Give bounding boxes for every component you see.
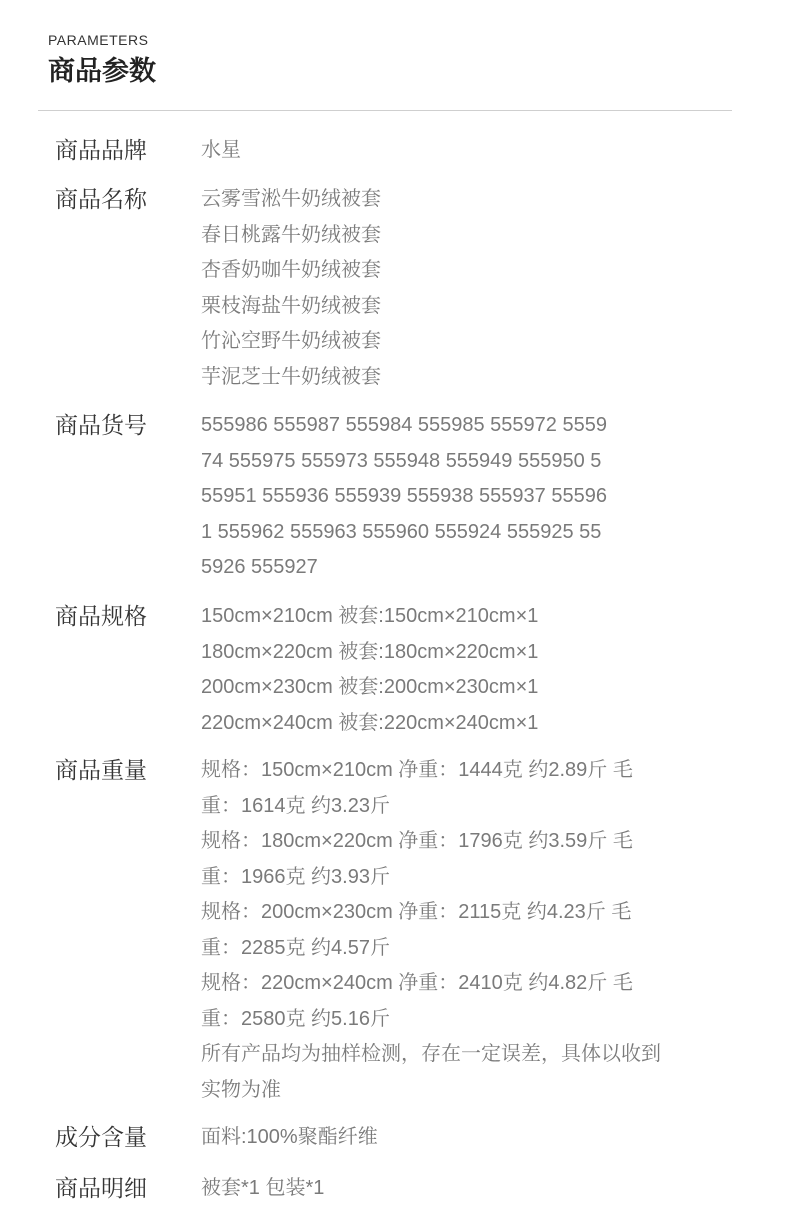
param-value-line: 5926 555927 — [201, 556, 318, 578]
param-value — [201, 182, 695, 395]
param-value-line: 重：1614克 约3.23斤 — [201, 794, 390, 817]
param-value-line: 重：1966克 约3.93斤 — [201, 865, 390, 888]
param-value — [201, 599, 695, 741]
param-value-line: 重：2285克 约4.57斤 — [201, 936, 390, 959]
param-value-line: 1 555962 555963 555960 555924 555925 55 — [201, 520, 602, 543]
param-value-line: 150cm×210cm 被套:150cm×210cm×1 — [201, 605, 539, 627]
param-label: 商品货号 — [55, 413, 147, 439]
section-title-en: PARAMETERS — [48, 32, 149, 48]
param-value-line: 春日桃露牛奶绒被套 — [201, 223, 381, 246]
param-value-line: 规格：220cm×240cm 净重：2410克 约4.82斤 毛 — [201, 972, 633, 994]
param-label: 商品重量 — [55, 758, 147, 784]
param-value-line: 重：2580克 约5.16斤 — [201, 1007, 390, 1030]
header-divider — [38, 110, 732, 111]
param-value-line: 规格：180cm×220cm 净重：1796克 约3.59斤 毛 — [201, 830, 633, 852]
param-value-line: 云雾雪淞牛奶绒被套 — [201, 188, 381, 210]
param-value-line: 规格：200cm×230cm 净重：2115克 约4.23斤 毛 — [201, 901, 632, 923]
param-label: 商品名称 — [55, 187, 147, 213]
param-value-line: 芋泥芝士牛奶绒被套 — [201, 365, 381, 388]
param-value-line: 水星 — [201, 139, 241, 161]
param-value — [201, 753, 695, 1108]
param-value-line: 55951 555936 555939 555938 555937 55596 — [201, 485, 607, 507]
param-value — [201, 133, 695, 169]
param-value — [201, 1171, 695, 1207]
param-value-line: 实物为准 — [201, 1078, 281, 1101]
section-header — [48, 30, 156, 90]
param-value-line: 被套*1 包装*1 — [201, 1177, 325, 1199]
param-label: 商品品牌 — [55, 138, 147, 164]
param-value-line: 200cm×230cm 被套:200cm×230cm×1 — [201, 676, 539, 698]
param-value-line: 180cm×220cm 被套:180cm×220cm×1 — [201, 640, 539, 663]
param-value — [201, 1120, 695, 1156]
param-value-line: 规格：150cm×210cm 净重：1444克 约2.89斤 毛 — [201, 759, 633, 781]
param-value-line: 栗枝海盐牛奶绒被套 — [201, 294, 381, 317]
param-label: 商品规格 — [55, 604, 147, 630]
param-label: 成分含量 — [55, 1125, 147, 1151]
param-value-line: 74 555975 555973 555948 555949 555950 5 — [201, 449, 602, 472]
param-label: 商品明细 — [55, 1176, 147, 1202]
param-value — [201, 408, 695, 586]
param-value-line: 竹沁空野牛奶绒被套 — [201, 330, 381, 352]
param-value-line: 555986 555987 555984 555985 555972 5559 — [201, 414, 607, 436]
param-value-line: 杏香奶咖牛奶绒被套 — [201, 259, 381, 281]
param-value-line: 220cm×240cm 被套:220cm×240cm×1 — [201, 711, 539, 734]
param-value-line: 所有产品均为抽样检测，存在一定误差，具体以收到 — [201, 1043, 661, 1065]
param-value-line: 面料:100%聚酯纤维 — [201, 1126, 378, 1148]
section-title: 商品参数 — [48, 56, 156, 87]
